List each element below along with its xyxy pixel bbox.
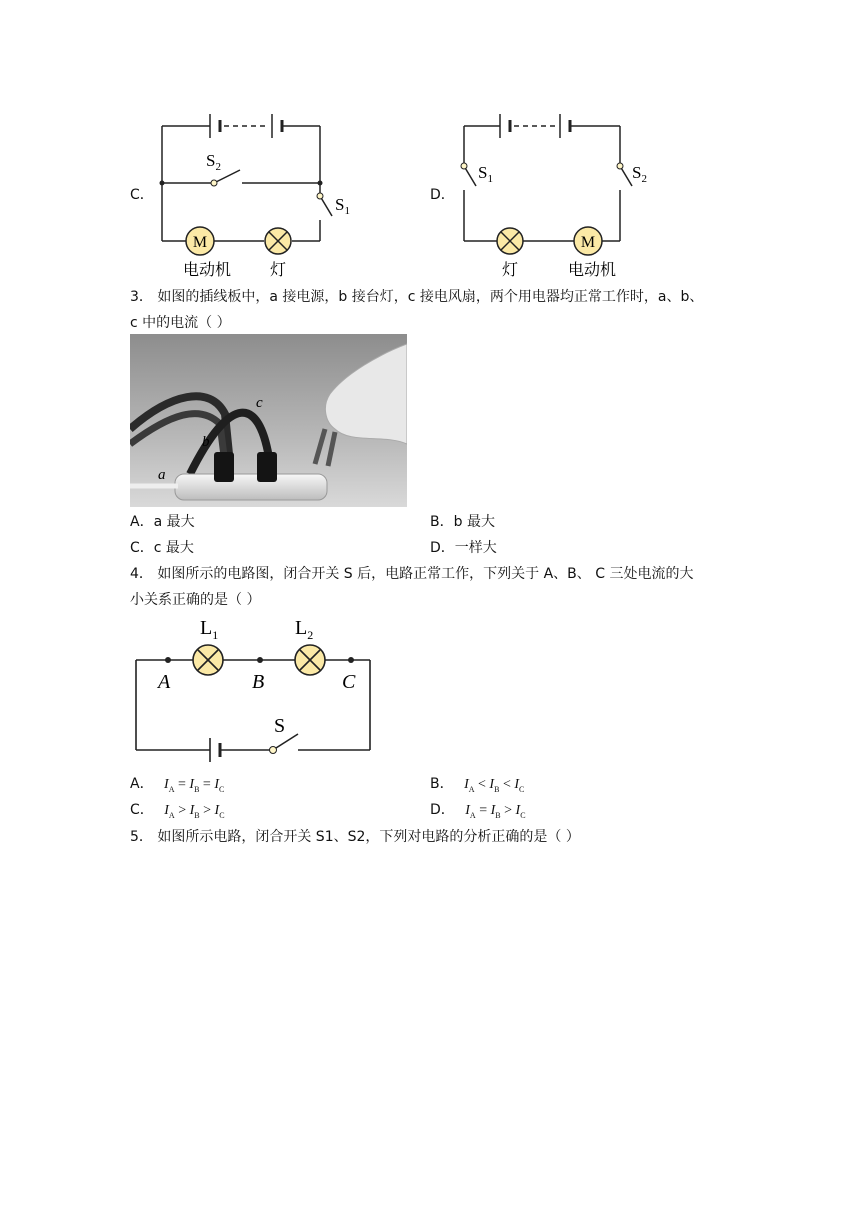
motor-label: 电动机 [567, 260, 617, 279]
q3-option-c: C．c 最大 [130, 540, 194, 556]
option-d-label: D． [430, 187, 455, 203]
svg-text:S1: $S_1$ [478, 163, 493, 185]
lamp-label: 灯 [269, 260, 287, 279]
q5-stem-line1: 5． 如图所示电路，闭合开关 S1、S2，下列对电路的分析正确的是（ ） [130, 829, 580, 845]
q4-stem-line2: 小关系正确的是（ ） [130, 592, 261, 608]
motor-symbol: M [580, 234, 596, 251]
q3-option-a: A．a 最大 [130, 514, 195, 530]
svg-text:S2: $S_2$ [206, 151, 221, 173]
q4-option-a: A． $I_A = I_B = I_C$ [130, 776, 225, 794]
label-c: c [256, 395, 263, 411]
svg-text:S2: $S_2$ [632, 163, 647, 185]
q4-option-d-formula: $I_A = I_B > I_C$ [465, 803, 526, 820]
label-b: b [202, 434, 210, 450]
label-a: a [158, 467, 166, 483]
q4-option-d: D． $I_A = I_B > I_C$ [430, 802, 526, 820]
q4-stem-line1: 4． 如图所示的电路图，闭合开关 S 后，电路正常工作，下列关于 A、B、 C 三处电流的大 [130, 566, 694, 582]
q4-option-b: B． $I_A < I_B < I_C$ [430, 776, 525, 794]
point-c: C [342, 671, 356, 693]
q3-option-b: B．b 最大 [430, 514, 495, 530]
svg-text:S1: $S_1$ [335, 195, 350, 217]
svg-text:L1: $L_1$ [200, 617, 219, 642]
q3-stem-line1: 3． 如图的插线板中，a 接电源，b 接台灯，c 接电风扇，两个用电器均正常工作时，a、b、 [130, 289, 704, 305]
motor-label: 电动机 [182, 260, 232, 279]
circuit-diagram-c [150, 108, 370, 283]
q4-option-b-formula: $I_A < I_B < I_C$ [464, 777, 525, 794]
circuit-diagram-d [452, 108, 672, 283]
series-circuit-diagram [130, 612, 380, 762]
q3-option-d: D．一样大 [430, 540, 497, 556]
q3-stem-line2: c 中的电流（ ） [130, 315, 231, 331]
power-strip-photo [130, 334, 407, 507]
q4-option-a-formula: $I_A = I_B = I_C$ [164, 777, 225, 794]
point-b: B [252, 671, 265, 693]
q4-option-c-formula: $I_A > I_B > I_C$ [164, 803, 225, 820]
option-c-label: C． [130, 187, 154, 203]
svg-text:L2: $L_2$ [295, 617, 314, 642]
motor-symbol: M [192, 234, 208, 251]
point-a: A [158, 671, 171, 693]
switch-label: S [274, 715, 286, 737]
q4-option-c: C． $I_A > I_B > I_C$ [130, 802, 225, 820]
lamp-label: 灯 [501, 260, 519, 279]
